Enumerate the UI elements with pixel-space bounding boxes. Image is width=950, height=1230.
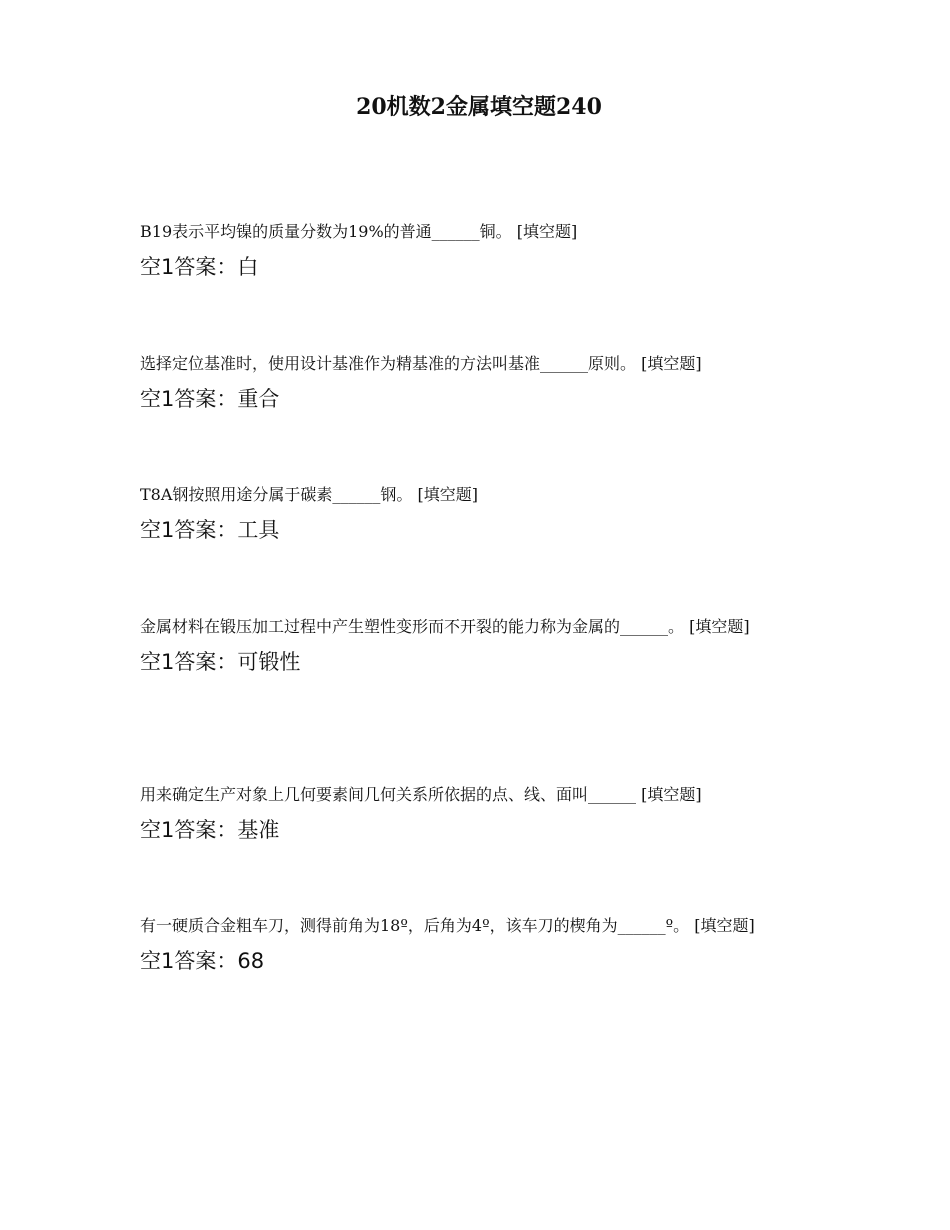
question-text: 金属材料在锻压加工过程中产生塑性变形而不开裂的能力称为金属的______。 [填空题] [140,617,750,636]
answer-text: 空1答案：68 [140,949,265,973]
question-item [140,477,805,545]
question-text: 用来确定生产对象上几何要素间几何关系所依据的点、线、面叫______ [填空题] [140,785,702,804]
question-text: T8A钢按照用途分属于碳素______钢。 [填空题] [140,485,478,504]
answer-text: 空1答案：白 [140,255,259,279]
question-item [140,609,805,677]
answer-text: 空1答案：重合 [140,387,280,411]
question-item [140,777,805,845]
question-text: 选择定位基准时，使用设计基准作为精基准的方法叫基准______原则。 [填空题] [140,354,702,373]
answer-text: 空1答案：基准 [140,818,280,842]
page-title: 20机数2金属填空题240 [356,94,602,120]
question-text: 有一硬质合金粗车刀，测得前角为18º，后角为4º，该车刀的楔角为______º。 [填空题] [140,916,755,935]
answer-text: 空1答案：工具 [140,518,280,542]
answer-text: 空1答案：可锻性 [140,650,301,674]
question-item [140,346,805,414]
question-item [140,214,805,282]
question-item [140,908,805,976]
question-text: B19表示平均镍的质量分数为19%的普通______铜。 [填空题] [140,222,578,241]
